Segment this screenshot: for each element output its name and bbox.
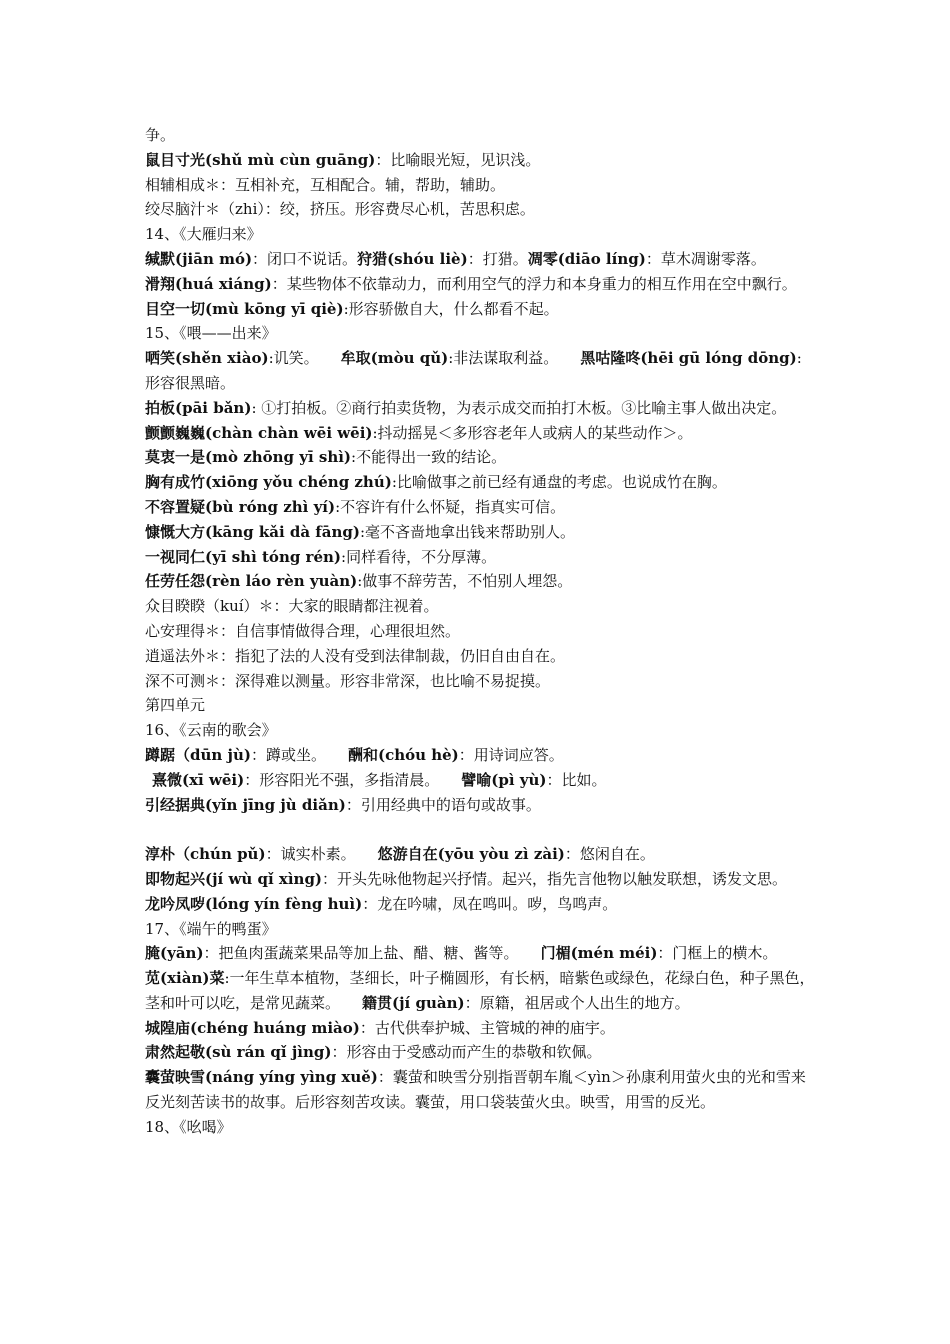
vocab-line: [145, 520, 815, 545]
vocab-line: [145, 793, 815, 818]
vocab-term: 引经据典(yǐn jīng jù diǎn): [145, 795, 346, 814]
vocab-term: 肃然起敬(sù rán qǐ jìng): [145, 1043, 332, 1062]
text-line: 第四单元: [145, 696, 206, 715]
text-line: 心安理得＊：自信事情做得合理，心理很坦然。: [145, 621, 461, 640]
blank-line: [145, 817, 815, 842]
vocab-line: [145, 346, 815, 396]
text-line: 众目睽睽（kuí）＊：大家的眼睛都注视着。: [145, 597, 439, 616]
vocab-term: 城隍庙(chéng huáng miào): [145, 1018, 360, 1037]
vocab-line: [145, 966, 815, 1016]
vocab-line: [145, 941, 815, 966]
vocab-definition: :同样看待，不分厚薄。: [341, 547, 497, 566]
vocab-line: [145, 569, 815, 594]
vocab-term: 熹微(xī wēi): [152, 770, 245, 789]
vocab-term: 牟取(mòu qǔ): [340, 349, 449, 368]
vocab-term: 黑咕隆咚(hēi gū lóng dōng): [580, 349, 797, 368]
vocab-term: 胸有成竹(xiōng yǒu chéng zhú): [145, 473, 392, 492]
vocab-definition: ：比喻眼光短，见识浅。: [375, 150, 541, 169]
vocab-definition: ：囊萤和映雪分别指晋朝车胤＜yìn＞孙康利用萤火虫的光和雪来反光刻苦读书的故事。后形容刻苦攻读。囊萤，用口袋装萤火虫。映雪，用雪的反光。: [145, 1068, 806, 1112]
vocab-line: [145, 892, 815, 917]
vocab-term: 龙吟凤哕(lóng yín fèng huì): [145, 894, 363, 913]
vocab-line: [145, 1016, 815, 1041]
vocab-term: 悠游自在(yōu yòu zì zài): [377, 845, 565, 864]
vocab-term: 缄默(jiān mó): [145, 249, 253, 268]
text-line: 争。: [145, 126, 176, 144]
vocab-term: 莫衷一是(mò zhōng yī shì): [145, 448, 352, 467]
vocab-line: [145, 743, 815, 768]
vocab-definition: :讥笑。: [268, 349, 319, 368]
vocab-line: [145, 247, 815, 272]
vocab-definition: ：把鱼肉蛋蔬菜果品等加上盐、醋、糖、酱等。: [203, 944, 519, 963]
vocab-definition: ：蹲或坐。: [250, 745, 326, 764]
vocab-line: [145, 396, 815, 421]
vocab-term: 一视同仁(yī shì tóng rén): [145, 547, 342, 566]
vocab-definition: ：引用经典中的语句或故事。: [345, 795, 541, 814]
vocab-term: 慷慨大方(kāng kǎi dà fāng): [145, 522, 360, 541]
vocab-term: 淳朴（chún pǔ): [145, 845, 266, 864]
text-line: 15、《喂——出来》: [145, 324, 277, 343]
text-line: 相辅相成＊：互相补充，互相配合。辅，帮助，辅助。: [145, 175, 506, 194]
vocab-definition: ：古代供奉护城、主管城的神的庙宇。: [359, 1018, 615, 1037]
vocab-definition: ：悠闲自在。: [564, 845, 655, 864]
vocab-term: 颤颤巍巍(chàn chàn wēi wēi): [145, 423, 373, 442]
text-line: 18、《吆喝》: [145, 1117, 232, 1136]
vocab-term: 任劳任怨(rèn láo rèn yuàn): [145, 572, 358, 591]
vocab-term: 滑翔(huá xiáng): [145, 274, 272, 293]
text-line: 17、《端午的鸭蛋》: [145, 919, 277, 938]
vocab-term: 籍贯(jí guàn): [362, 993, 465, 1012]
text-line: 绞尽脑汁＊（zhi）：绞，挤压。形容费尽心机，苦思积虑。: [145, 200, 535, 219]
vocab-term: 不容置疑(bù róng zhì yí): [145, 497, 336, 516]
vocab-line: [145, 545, 815, 570]
vocab-term: 腌(yān): [145, 944, 204, 963]
text-line: 14、《大雁归来》: [145, 225, 262, 244]
vocab-definition: ：龙在吟啸，凤在鸣叫。哕，鸟鸣声。: [362, 894, 618, 913]
vocab-line: [145, 148, 815, 173]
vocab-definition: ：某些物体不依靠动力，而利用空气的浮力和本身重力的相互作用在空中飘行。: [271, 274, 797, 293]
vocab-definition: :做事不辞劳苦，不怕别人埋怨。: [357, 572, 573, 591]
vocab-term: 鼠目寸光(shǔ mù cùn guāng): [145, 150, 376, 169]
vocab-line: [145, 768, 815, 793]
vocab-definition: ：诚实朴素。: [265, 845, 356, 864]
vocab-definition: :毫不吝啬地拿出钱来帮助别人。: [359, 522, 576, 541]
vocab-line: [145, 470, 815, 495]
vocab-definition: ：门框上的横木。: [657, 944, 778, 963]
vocab-line: [145, 272, 815, 297]
vocab-term: 苋(xiàn)菜: [145, 969, 225, 988]
vocab-definition: ：打猎。: [467, 249, 528, 268]
vocab-line: [145, 421, 815, 446]
vocab-line: [145, 445, 815, 470]
vocab-term: 狩猎(shóu liè): [357, 249, 468, 268]
vocab-definition: :抖动摇晃＜多形容老年人或病人的某些动作＞。: [372, 423, 693, 442]
vocab-term: 酬和(chóu hè): [347, 745, 459, 764]
vocab-line: [145, 495, 815, 520]
vocab-definition: :不容许有什么怀疑，指真实可信。: [335, 497, 566, 516]
text-line: 深不可测＊：深得难以测量。形容非常深，也比喻不易捉摸。: [145, 671, 551, 690]
vocab-definition: ：形容由于受感动而产生的恭敬和钦佩。: [331, 1043, 602, 1062]
vocab-term: 凋零(diāo líng): [527, 249, 646, 268]
vocab-term: 哂笑(shěn xiào): [145, 349, 269, 368]
vocab-term: 拍板(pāi bǎn): [145, 398, 252, 417]
vocab-term: 蹲踞（dūn jù): [145, 745, 251, 764]
vocab-definition: :不能得出一致的结论。: [351, 448, 507, 467]
text-line: 逍遥法外＊：指犯了法的人没有受到法律制裁，仍旧自由自在。: [145, 646, 566, 665]
vocab-definition: :形容骄傲自大，什么都看不起。: [343, 299, 559, 318]
vocab-definition: ：原籍，祖居或个人出生的地方。: [464, 993, 690, 1012]
vocab-definition: ：比如。: [546, 770, 607, 789]
vocab-term: 门楣(mén méi): [540, 944, 658, 963]
vocab-definition: ：闭口不说话。: [252, 249, 358, 268]
vocab-definition: ：草木凋谢零落。: [645, 249, 766, 268]
vocab-term: 目空一切(mù kōng yī qiè): [145, 299, 344, 318]
vocab-line: [145, 1040, 815, 1065]
vocab-definition: ：形容阳光不强，多指清晨。: [244, 770, 440, 789]
text-line: 16、《云南的歌会》: [145, 721, 277, 740]
vocab-definition: : ①打拍板。②商行拍卖货物，为表示成交而拍打木板。③比喻主事人做出决定。: [251, 398, 787, 417]
vocab-definition: :形容很黑暗。: [145, 349, 802, 392]
vocab-term: 囊萤映雪(náng yíng yìng xuě): [145, 1068, 378, 1087]
vocab-definition: :一年生草本植物，茎细长，叶子椭圆形，有长柄，暗紫色或绿色，花绿白色，种子黑色，茎和叶可以吃，是常见蔬菜。: [145, 969, 815, 1012]
document-body: [145, 123, 815, 1140]
vocab-definition: :非法谋取利益。: [448, 349, 559, 368]
vocab-line: [145, 1065, 815, 1115]
vocab-line: [145, 867, 815, 892]
vocab-definition: ：开头先咏他物起兴抒情。起兴，指先言他物以触发联想，诱发文思。: [322, 869, 788, 888]
vocab-definition: :比喻做事之前已经有通盘的考虑。也说成竹在胸。: [391, 473, 727, 492]
vocab-term: 譬喻(pì yù): [461, 770, 547, 789]
vocab-term: 即物起兴(jí wù qǐ xìng): [145, 869, 323, 888]
vocab-line: [145, 842, 815, 867]
vocab-line: [145, 297, 815, 322]
vocab-definition: ：用诗词应答。: [458, 745, 564, 764]
